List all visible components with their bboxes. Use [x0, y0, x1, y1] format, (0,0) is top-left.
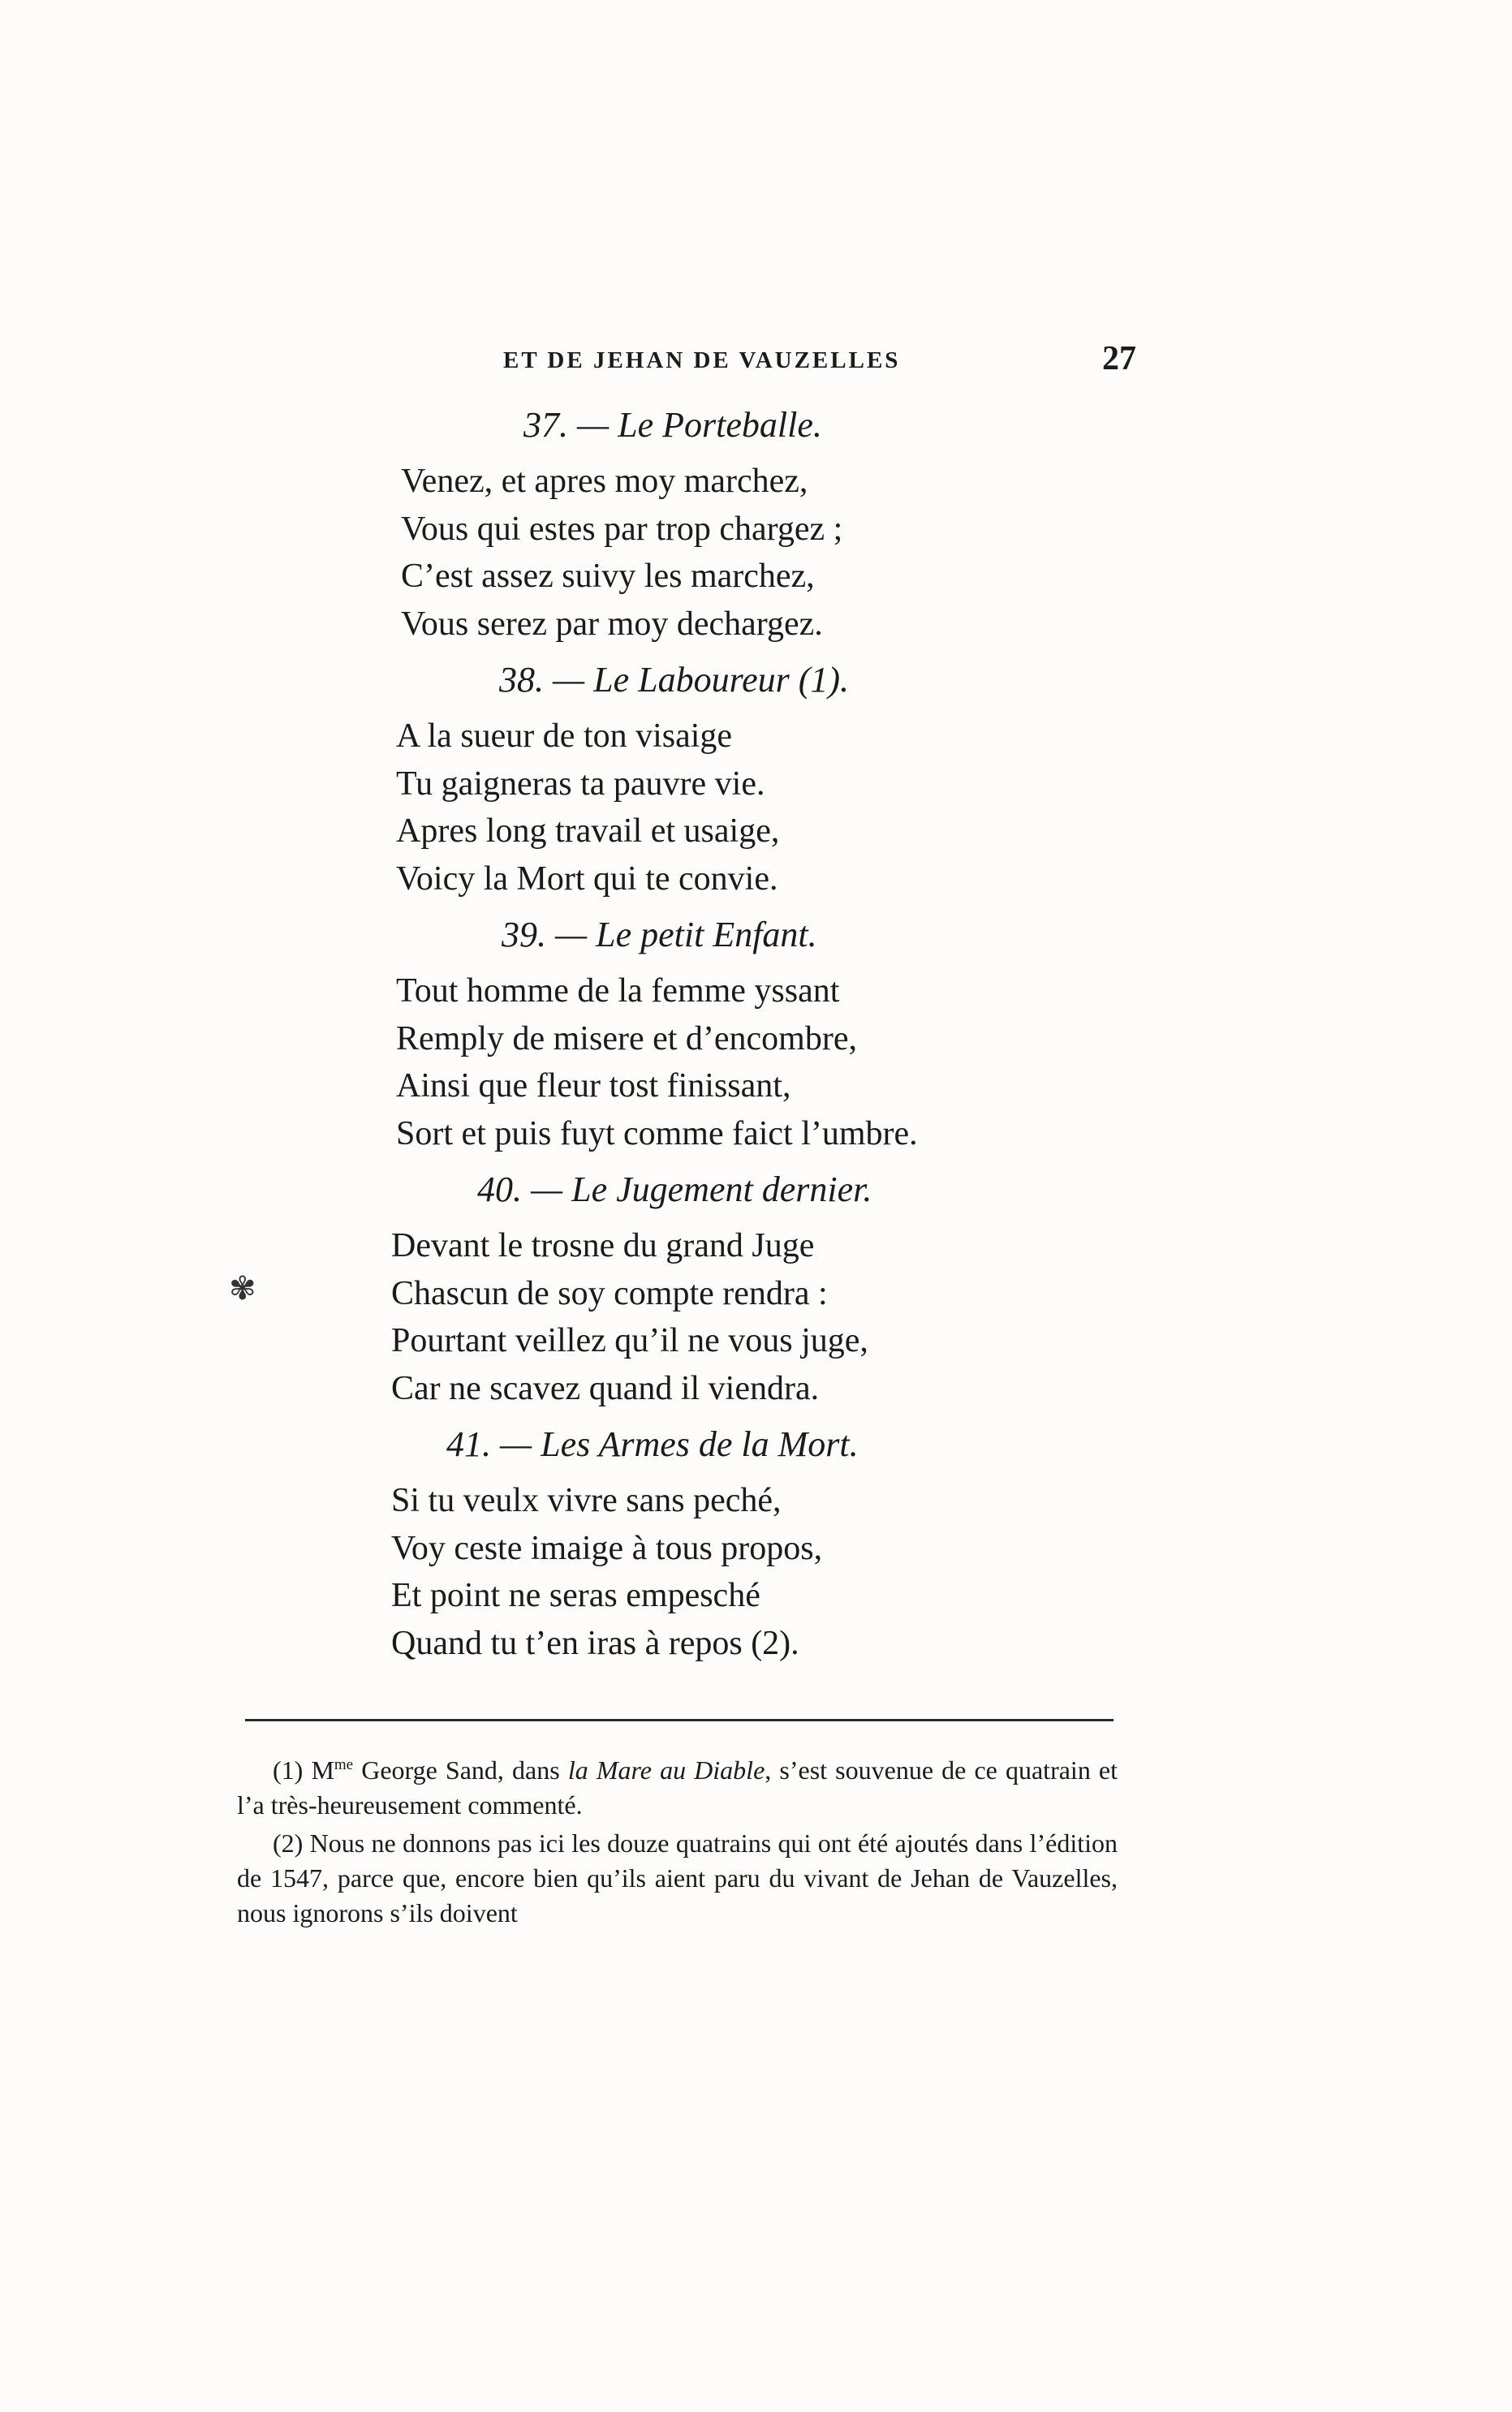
- footnote-superscript: me: [334, 1756, 354, 1773]
- running-title: ET DE JEHAN DE VAUZELLES: [503, 347, 901, 373]
- stanza-title: [381, 399, 998, 451]
- footnote-honorific: M: [311, 1755, 334, 1785]
- verse-line: Tout homme de la femme yssant: [396, 972, 840, 1010]
- stanza-heading: — Le Laboureur (1).: [553, 660, 850, 700]
- page-number: 27: [1102, 340, 1136, 377]
- stanza-title: [381, 1419, 998, 1471]
- stanza-number: 39.: [502, 915, 546, 954]
- stanza-number: 38.: [499, 660, 544, 700]
- stanza-number: 41.: [446, 1424, 491, 1464]
- footnote-book-title: la Mare au Diable: [567, 1755, 765, 1785]
- page-header: [503, 339, 1136, 388]
- verse-line: Devant le trosne du grand Juge: [391, 1227, 815, 1264]
- verse-line: Vous qui estes par trop chargez ;: [401, 510, 843, 548]
- footnote-text: George Sand, dans: [353, 1755, 568, 1785]
- verse-line: Vous serez par moy dechargez.: [401, 605, 823, 643]
- verse-line: A la sueur de ton visaige: [396, 717, 733, 755]
- footnote-1: [237, 1753, 1118, 1823]
- stanza-38: [381, 654, 998, 902]
- verse-line: Remply de misere et d’encombre,: [396, 1019, 857, 1057]
- stanza-39: [381, 909, 998, 1157]
- verse-line: Quand tu t’en iras à repos (2).: [391, 1624, 799, 1662]
- stanza-number: 40.: [477, 1169, 522, 1209]
- stanza-heading: — Le petit Enfant.: [555, 915, 817, 954]
- footnote-marker: (1): [273, 1755, 304, 1785]
- verse-line: Chascun de soy compte rendra :: [391, 1274, 828, 1312]
- footnote-text: , s’est souvenue de ce quatrain et l’a très-heureusement commenté.: [237, 1755, 1118, 1820]
- footnotes: [237, 1753, 1118, 1934]
- stanza-title: [381, 1164, 998, 1216]
- verse-line: Si tu veulx vivre sans peché,: [391, 1482, 782, 1519]
- verse-line: Et point ne seras empesché: [391, 1577, 760, 1614]
- stanza-37: [381, 399, 998, 648]
- stanza-heading: — Les Armes de la Mort.: [500, 1424, 859, 1464]
- stanza-heading: — Le Jugement dernier.: [531, 1169, 872, 1209]
- verse-line: Tu gaigneras ta pauvre vie.: [396, 765, 765, 803]
- verse-line: Sort et puis fuyt comme faict l’umbre.: [396, 1114, 918, 1152]
- verse-line: Apres long travail et usaige,: [396, 812, 780, 850]
- poem-list: [381, 399, 998, 1667]
- footnote-rule: [245, 1719, 1114, 1721]
- verse-line: Venez, et apres moy marchez,: [401, 463, 808, 500]
- verse-line: Ainsi que fleur tost finissant,: [396, 1067, 791, 1105]
- verse-line: Pourtant veillez qu’il ne vous juge,: [391, 1322, 868, 1359]
- stanza-40: [381, 1164, 998, 1412]
- stanza-title: [381, 909, 998, 961]
- verse-line: Car ne scavez quand il viendra.: [391, 1369, 820, 1407]
- printer-ornament-icon: ✾: [229, 1270, 256, 1307]
- verse-line: Voy ceste imaige à tous propos,: [391, 1529, 823, 1567]
- stanza-number: 37.: [523, 405, 568, 445]
- stanza-heading: — Le Porteballe.: [577, 405, 822, 445]
- stanza-41: [381, 1419, 998, 1667]
- stanza-title: [381, 654, 998, 706]
- footnote-2: (2) Nous ne donnons pas ici les douze quatrains qui ont été ajoutés dans l’édition de 1547, parce que, encore bien qu’ils aient paru du vivant de Jehan de Vauzelles, nous ignorons s’ils doivent: [237, 1828, 1118, 1927]
- verse-line: C’est assez suivy les marchez,: [401, 558, 815, 595]
- verse-line: Voicy la Mort qui te convie.: [396, 859, 778, 898]
